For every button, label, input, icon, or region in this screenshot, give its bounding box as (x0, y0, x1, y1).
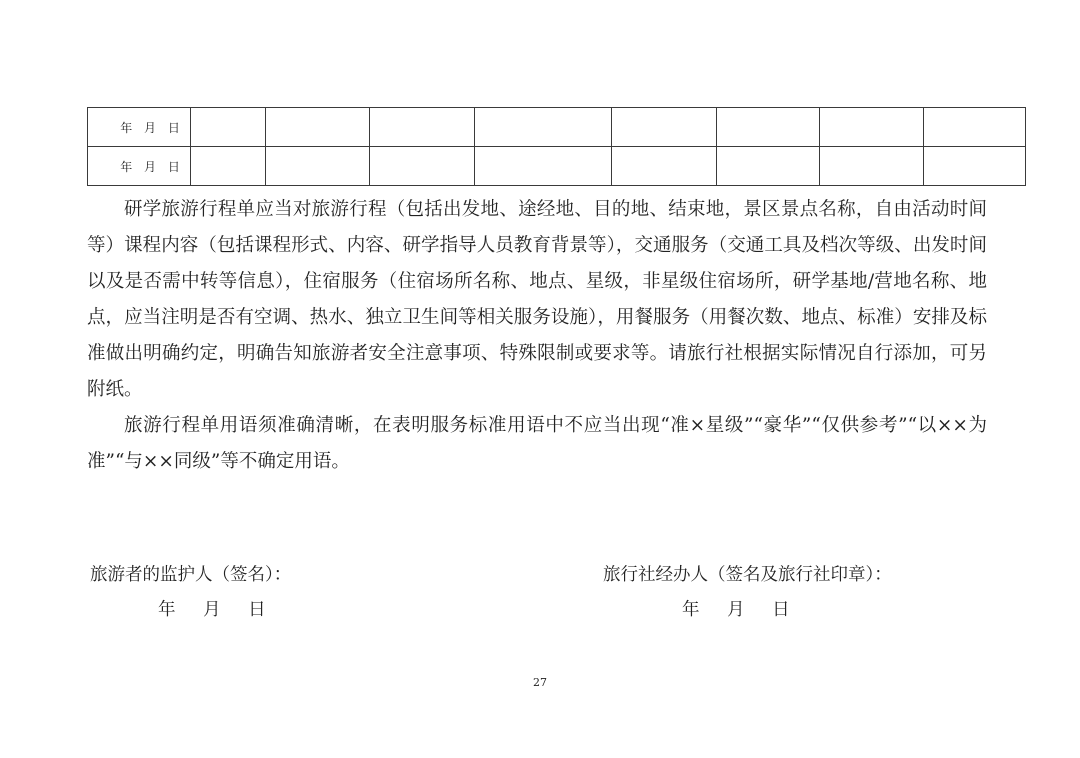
table-cell (820, 108, 924, 147)
table-cell (820, 147, 924, 186)
date-cell: 年 月 日 (88, 108, 191, 147)
agency-signature-date: 年 月 日 (682, 600, 790, 620)
table-cell (190, 147, 265, 186)
agency-signature-label: 旅行社经办人（签名及旅行社印章）： (603, 565, 892, 585)
table-cell (369, 147, 474, 186)
table-cell (717, 147, 820, 186)
wording-requirement-paragraph: 旅游行程单用语须准确清晰，在表明服务标准用语中不应当出现“准×星级”“豪华”“仅供参考”“以××为准”“与××同级”等不确定用语。 (87, 415, 987, 472)
table-cell (190, 108, 265, 147)
itinerary-table (87, 107, 1026, 186)
table-cell (369, 108, 474, 147)
guardian-signature-label: 旅游者的监护人（签名）： (90, 565, 292, 585)
page-number: 27 (533, 676, 547, 689)
table-cell (265, 147, 369, 186)
table-cell (924, 108, 1026, 147)
guardian-signature-date: 年 月 日 (158, 600, 266, 620)
table-cell (474, 147, 612, 186)
table-row (88, 108, 1026, 147)
table-cell (924, 147, 1026, 186)
table-cell (474, 108, 612, 147)
itinerary-content-paragraph: 研学旅游行程单应当对旅游行程（包括出发地、途经地、目的地、结束地，景区景点名称，自由活动时间等）课程内容（包括课程形式、内容、研学指导人员教育背景等），交通服务（交通工具及档次等级、出发时间以及是否需中转等信息），住宿服务（住宿场所名称、地点、星级，非星级住宿场所，研学基地/营地名称、地点，应当注明是否有空调、热水、独立卫生间等相关服务设施），用餐服务（用餐次数、地点、标准）安排及标准做出明确约定，明确告知旅游者安全注意事项、特殊限制或要求等。请旅行社根据实际情况自行添加，可另附纸。 (87, 199, 987, 400)
date-cell: 年 月 日 (88, 147, 191, 186)
table-cell (717, 108, 820, 147)
table-cell (612, 147, 717, 186)
table-row (88, 147, 1026, 186)
table-cell (265, 108, 369, 147)
table-cell (612, 108, 717, 147)
